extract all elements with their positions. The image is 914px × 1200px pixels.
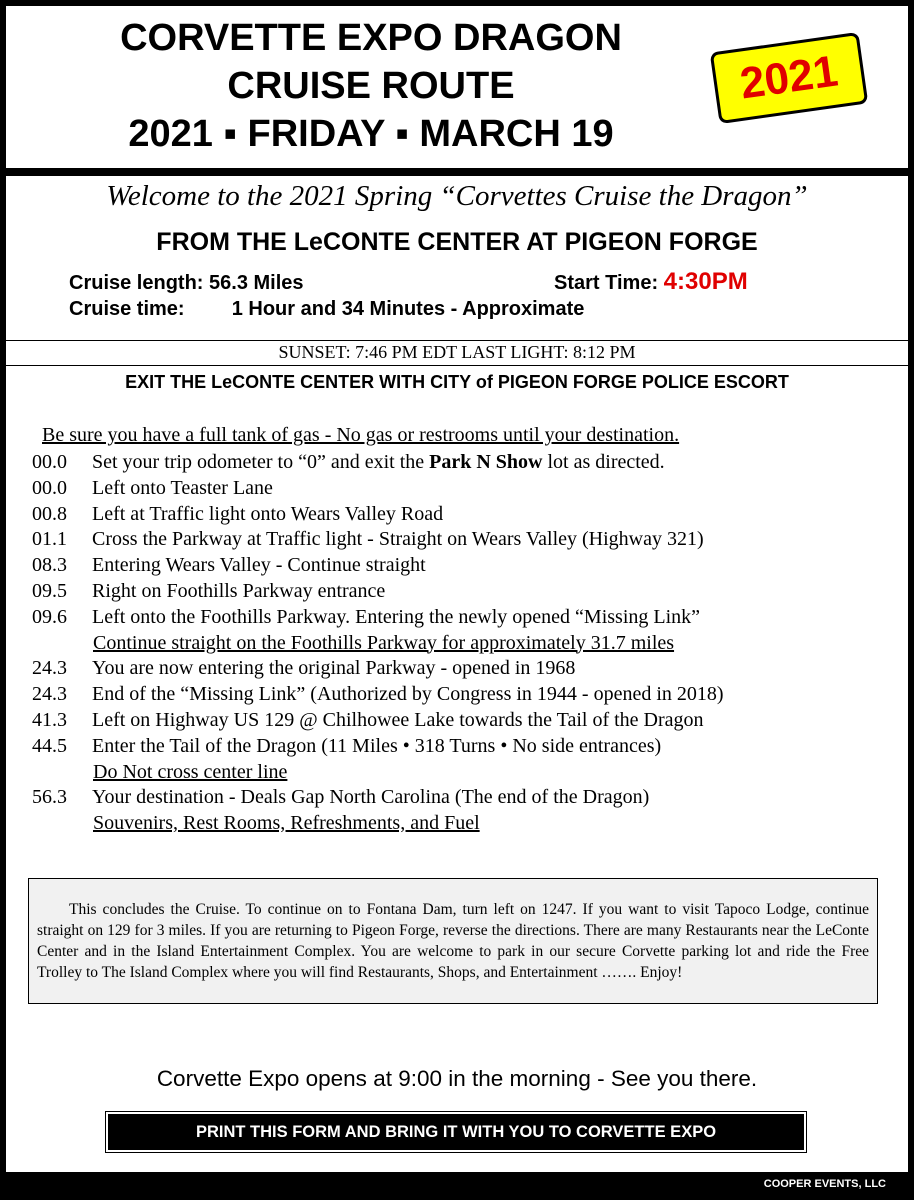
route-mile: 44.5 [32, 734, 67, 757]
route-text: End of the “Missing Link” (Authorized by Congress in 1944 - opened in 2018) [92, 683, 724, 706]
route-text-end: lot as directed. [542, 451, 665, 473]
route-mile: 00.8 [32, 502, 67, 525]
route-text: Right on Foothills Parkway entrance [92, 579, 386, 602]
expo-opens-note: Corvette Expo opens at 9:00 in the morning - See you there. [156, 1066, 758, 1091]
cruise-length [69, 272, 304, 295]
route-text: Left at Traffic light onto Wears Valley Road [92, 502, 444, 525]
route-sub-note: Do Not cross center line [93, 760, 288, 783]
route-text: Your destination - Deals Gap North Carolina (The end of the Dragon) [92, 786, 650, 809]
divider-top [6, 340, 908, 341]
route-sub-note: Souvenirs, Rest Rooms, Refreshments, and Fuel [93, 812, 480, 835]
route-mile: 09.5 [32, 579, 67, 602]
title-line-1: CORVETTE EXPO DRAGON [120, 17, 622, 59]
conclusion-box: This concludes the Cruise. To continue on to Fontana Dam, turn left on 1247. If you want to visit Tapoco Lodge, continue straight on 129 for 3 miles. If you are returning to Pigeon Forge, reverse the directions. There are many Restaurants near the LeConte Center and in the Island Entertainment Complex. You are welcome to park in our secure Corvette parking lot and ride the Free Trolley to The Island Complex where you will find Restaurants, Shops, and Entertainment ……. Enjoy! [28, 878, 878, 1004]
route-step [32, 527, 902, 553]
route-text: Enter the Tail of the Dragon (11 Miles • 318 Turns • No side entrances) [92, 734, 662, 757]
route-mile: 09.6 [32, 605, 67, 628]
start-time [554, 268, 748, 296]
route-mile: 41.3 [32, 708, 67, 731]
sunset-info: SUNSET: 7:46 PM EDT LAST LIGHT: 8:12 PM [278, 342, 636, 362]
route-text: You are now entering the original Parkway - opened in 1968 [92, 657, 576, 680]
cruise-time [69, 298, 584, 321]
route-text: Cross the Parkway at Traffic light - Straight on Wears Valley (Highway 321) [92, 528, 704, 551]
exit-instruction: EXIT THE LeCONTE CENTER WITH CITY of PIGEON FORGE POLICE ESCORT [125, 372, 789, 392]
route-step [32, 502, 902, 528]
route-mile: 01.1 [32, 528, 67, 551]
route-sub-note: Continue straight on the Foothills Parkway for approximately 31.7 miles [93, 631, 675, 654]
route-text: Left onto Teaster Lane [92, 476, 273, 499]
cruise-time-label: Cruise time: [69, 298, 185, 320]
gas-note: Be sure you have a full tank of gas - No gas or restrooms until your destination. [42, 424, 680, 446]
divider-bottom [6, 365, 908, 366]
from-heading: FROM THE LeCONTE CENTER AT PIGEON FORGE [156, 228, 758, 256]
route-step [32, 682, 902, 708]
page-title [46, 14, 696, 158]
route-step [32, 450, 902, 476]
route-step [32, 476, 902, 502]
route-text: Set your trip odometer to “0” and exit the [92, 451, 430, 473]
route-mile: 00.0 [32, 451, 67, 473]
route-text: Left onto the Foothills Parkway. Entering the newly opened “Missing Link” [92, 605, 701, 628]
route-mile: 24.3 [32, 683, 67, 706]
footer-credit: COOPER EVENTS, LLC [763, 1178, 886, 1190]
header-panel [6, 6, 908, 168]
body-panel [6, 176, 908, 1172]
route-mile: 56.3 [32, 786, 67, 809]
route-mile: 08.3 [32, 554, 67, 577]
title-line-2: CRUISE ROUTE [227, 65, 515, 107]
route-step [32, 553, 902, 579]
route-text: Entering Wears Valley - Continue straight [92, 554, 426, 577]
cruise-length-label: Cruise length: [69, 272, 204, 294]
route-text: Left on Highway US 129 @ Chilhowee Lake towards the Tail of the Dragon [92, 708, 704, 731]
route-lot-name: Park N Show [429, 451, 543, 473]
print-form-banner: PRINT THIS FORM AND BRING IT WITH YOU TO CORVETTE EXPO [106, 1112, 806, 1152]
route-step [32, 605, 902, 631]
cruise-length-value: 56.3 Miles [209, 272, 304, 294]
route-step [32, 734, 902, 760]
route-step [32, 579, 902, 605]
route-step [32, 656, 902, 682]
start-time-label: Start Time: [554, 272, 659, 294]
route-list [32, 450, 902, 837]
route-mile: 00.0 [32, 476, 67, 499]
route-step [32, 708, 902, 734]
cruise-time-value: 1 Hour and 34 Minutes - Approximate [231, 298, 585, 320]
route-step [32, 785, 902, 811]
start-time-value: 4:30PM [663, 268, 748, 295]
welcome-heading: Welcome to the 2021 Spring “Corvettes Cruise the Dragon” [106, 180, 808, 212]
title-line-3: 2021 ▪ FRIDAY ▪ MARCH 19 [128, 113, 614, 155]
route-mile: 24.3 [32, 657, 67, 680]
year-badge: 2021 [710, 32, 869, 124]
